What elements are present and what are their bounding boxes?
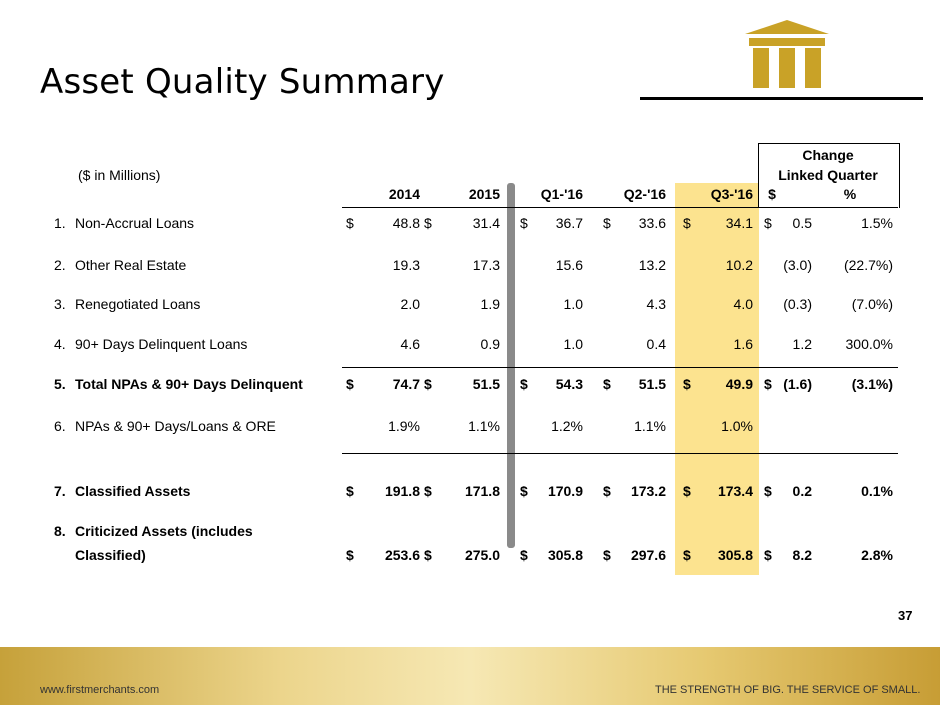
change-pct-value: 0.1% bbox=[861, 483, 893, 499]
title-rule bbox=[640, 97, 923, 100]
linked-quarter-label: Linked Quarter bbox=[778, 167, 878, 183]
change-dollar-value: 0.5 bbox=[792, 215, 812, 231]
value-q1: 54.3 bbox=[555, 376, 583, 392]
dollar-sign: $ bbox=[520, 376, 528, 392]
value-2014: 4.6 bbox=[400, 336, 420, 352]
dollar-sign: $ bbox=[764, 215, 772, 231]
value-q2: 1.1% bbox=[634, 418, 666, 434]
dollar-sign: $ bbox=[520, 547, 528, 563]
dollar-sign: $ bbox=[603, 483, 611, 499]
value-q3: 10.2 bbox=[725, 257, 753, 273]
row-label: Non-Accrual Loans bbox=[75, 215, 195, 231]
table-row bbox=[0, 376, 940, 396]
col-header-q2: Q2-'16 bbox=[623, 186, 666, 202]
table-row bbox=[0, 215, 940, 235]
dollar-sign: $ bbox=[424, 483, 432, 499]
col-header-2014: 2014 bbox=[388, 186, 420, 202]
table-row bbox=[0, 523, 940, 567]
value-q1: 170.9 bbox=[547, 483, 583, 499]
registered-mark: ® bbox=[808, 80, 816, 91]
dollar-sign: $ bbox=[346, 547, 354, 563]
change-pct-value: 1.5% bbox=[861, 215, 893, 231]
value-2014: 48.8 bbox=[392, 215, 420, 231]
value-2014: 253.6 bbox=[384, 547, 420, 563]
dollar-sign: $ bbox=[764, 483, 772, 499]
value-q1: 1.0 bbox=[563, 296, 583, 312]
value-q2: 33.6 bbox=[638, 215, 666, 231]
value-q1: 1.0 bbox=[563, 336, 583, 352]
dollar-sign: $ bbox=[683, 215, 691, 231]
row-label: Other Real Estate bbox=[75, 257, 187, 273]
dollar-sign: $ bbox=[764, 376, 772, 392]
value-q3: 305.8 bbox=[717, 547, 753, 563]
units-label: ($ in Millions) bbox=[78, 167, 161, 183]
row-number: 5. bbox=[54, 376, 66, 392]
dollar-sign: $ bbox=[424, 215, 432, 231]
value-q1: 305.8 bbox=[547, 547, 583, 563]
value-2015: 1.9 bbox=[480, 296, 500, 312]
change-label: Change bbox=[802, 147, 854, 163]
value-2014: 74.7 bbox=[392, 376, 420, 392]
value-2014: 2.0 bbox=[400, 296, 420, 312]
dollar-sign: $ bbox=[603, 376, 611, 392]
table-row bbox=[0, 418, 940, 438]
change-dollar-value: (0.3) bbox=[783, 296, 812, 312]
dollar-sign: $ bbox=[424, 547, 432, 563]
dollar-sign: $ bbox=[346, 376, 354, 392]
header-rule bbox=[342, 207, 898, 208]
table-row bbox=[0, 296, 940, 316]
value-q3: 1.0% bbox=[721, 418, 753, 434]
value-2015: 275.0 bbox=[464, 547, 500, 563]
dollar-sign: $ bbox=[683, 483, 691, 499]
value-q2: 51.5 bbox=[638, 376, 666, 392]
value-q2: 297.6 bbox=[630, 547, 666, 563]
dollar-sign: $ bbox=[683, 547, 691, 563]
dollar-sign: $ bbox=[603, 547, 611, 563]
value-q1: 1.2% bbox=[551, 418, 583, 434]
row-number: 7. bbox=[54, 483, 66, 499]
dollar-sign: $ bbox=[520, 215, 528, 231]
table-row bbox=[0, 483, 940, 503]
row-number: 4. bbox=[54, 336, 66, 352]
row-number: 3. bbox=[54, 296, 66, 312]
dollar-sign: $ bbox=[424, 376, 432, 392]
row-number: 1. bbox=[54, 215, 66, 231]
col-header-chg-dollar: $ bbox=[768, 186, 776, 202]
change-pct-value: (7.0%) bbox=[851, 296, 893, 312]
value-q2: 13.2 bbox=[638, 257, 666, 273]
value-q3: 49.9 bbox=[725, 376, 753, 392]
table-row bbox=[0, 336, 940, 356]
value-q2: 4.3 bbox=[646, 296, 666, 312]
dollar-sign: $ bbox=[683, 376, 691, 392]
row-number: 2. bbox=[54, 257, 66, 273]
value-2015: 31.4 bbox=[472, 215, 500, 231]
footer-band bbox=[0, 647, 940, 705]
change-dollar-value: 0.2 bbox=[792, 483, 812, 499]
value-2014: 19.3 bbox=[392, 257, 420, 273]
dollar-sign: $ bbox=[346, 483, 354, 499]
change-dollar-value: 1.2 bbox=[792, 336, 812, 352]
dollar-sign: $ bbox=[520, 483, 528, 499]
value-2015: 171.8 bbox=[464, 483, 500, 499]
subtotal-rule bbox=[342, 367, 898, 368]
change-pct-value: (22.7%) bbox=[843, 257, 893, 273]
value-q1: 15.6 bbox=[555, 257, 583, 273]
value-2015: 1.1% bbox=[468, 418, 500, 434]
value-q3: 34.1 bbox=[725, 215, 753, 231]
value-2015: 17.3 bbox=[472, 257, 500, 273]
value-2015: 0.9 bbox=[480, 336, 500, 352]
value-2014: 191.8 bbox=[384, 483, 420, 499]
value-q1: 36.7 bbox=[555, 215, 583, 231]
value-q3: 4.0 bbox=[733, 296, 753, 312]
row-label: Classified Assets bbox=[75, 483, 191, 499]
page-number: 37 bbox=[898, 608, 913, 623]
value-q3: 1.6 bbox=[733, 336, 753, 352]
change-pct-value: 300.0% bbox=[845, 336, 893, 352]
col-header-chg-pct: % bbox=[843, 186, 857, 202]
row-number: 8. bbox=[54, 523, 66, 539]
row-label: Criticized Assets (includes bbox=[75, 523, 253, 539]
value-q2: 173.2 bbox=[630, 483, 666, 499]
page-title: Asset Quality Summary bbox=[40, 62, 445, 102]
col-header-q1: Q1-'16 bbox=[540, 186, 583, 202]
table-row bbox=[0, 257, 940, 277]
col-header-q3: Q3-'16 bbox=[710, 186, 753, 202]
row-label: 90+ Days Delinquent Loans bbox=[75, 336, 248, 352]
col-header-2015: 2015 bbox=[468, 186, 500, 202]
value-2015: 51.5 bbox=[472, 376, 500, 392]
row-number: 6. bbox=[54, 418, 66, 434]
dollar-sign: $ bbox=[603, 215, 611, 231]
row-label: Total NPAs & 90+ Days Delinquent bbox=[75, 376, 303, 392]
first-merchants-logo bbox=[743, 18, 831, 90]
dollar-sign: $ bbox=[764, 547, 772, 563]
footer-website: www.firstmerchants.com bbox=[40, 684, 160, 696]
change-dollar-value: (1.6) bbox=[783, 376, 812, 392]
change-dollar-value: (3.0) bbox=[783, 257, 812, 273]
dollar-sign: $ bbox=[346, 215, 354, 231]
value-q3: 173.4 bbox=[717, 483, 753, 499]
row-label: NPAs & 90+ Days/Loans & ORE bbox=[75, 418, 276, 434]
row-label-cont: Classified) bbox=[75, 547, 146, 563]
row-label: Renegotiated Loans bbox=[75, 296, 201, 312]
change-pct-value: 2.8% bbox=[861, 547, 893, 563]
footer-tagline: THE STRENGTH OF BIG. THE SERVICE OF SMALL. bbox=[655, 684, 921, 696]
value-2014: 1.9% bbox=[388, 418, 420, 434]
change-dollar-value: 8.2 bbox=[792, 547, 812, 563]
value-q2: 0.4 bbox=[646, 336, 666, 352]
change-pct-value: (3.1%) bbox=[851, 376, 893, 392]
section-rule bbox=[342, 453, 898, 454]
